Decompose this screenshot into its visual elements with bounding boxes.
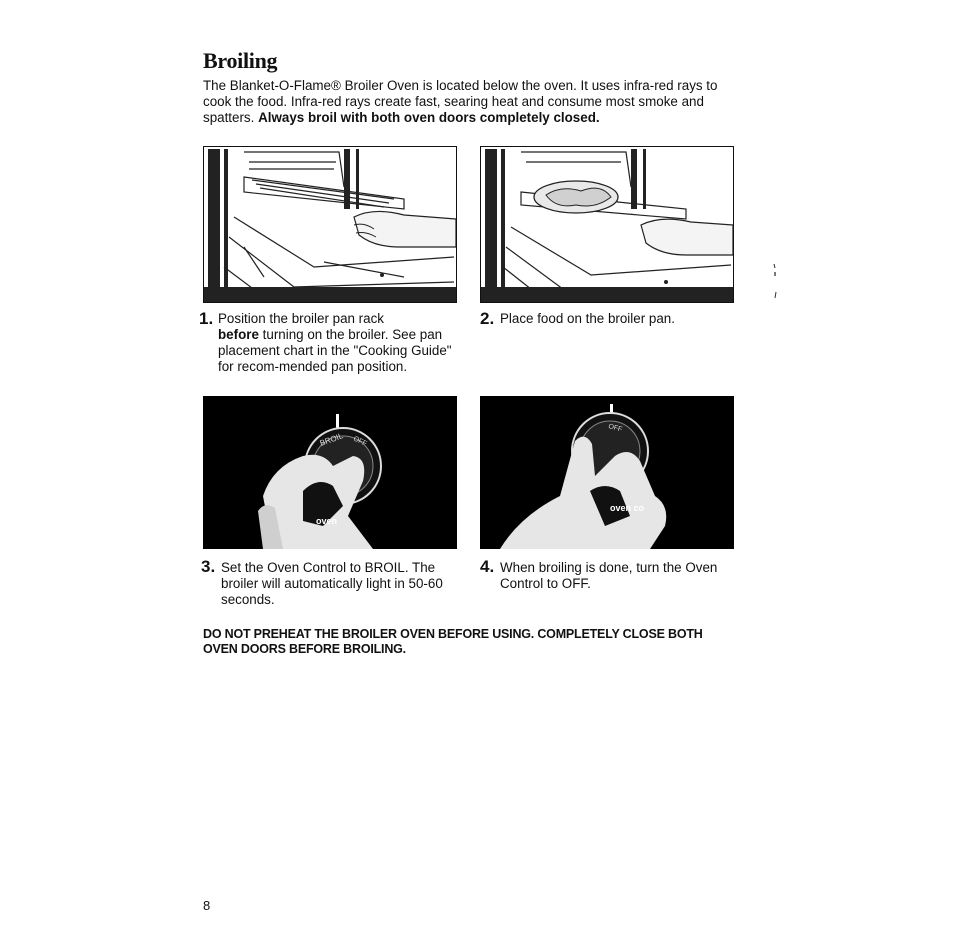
step-1-text-before: Position the broiler pan rack bbox=[218, 311, 384, 326]
step-2-number: 2. bbox=[480, 309, 495, 328]
broiling-warning: DO NOT PREHEAT THE BROILER OVEN BEFORE USING. COMPLETELY CLOSE BOTH OVEN DOORS BEFORE BROILING. bbox=[203, 627, 703, 656]
step-3-text: Set the Oven Control to BROIL. The broiler will automatically light in 50-60 seconds. bbox=[221, 560, 443, 607]
step-2-text: Place food on the broiler pan. bbox=[500, 311, 675, 326]
page-number: 8 bbox=[203, 898, 211, 913]
page-title: Broiling bbox=[203, 48, 278, 73]
step-4-number: 4. bbox=[480, 557, 495, 576]
intro-paragraph bbox=[203, 78, 723, 126]
step-1-text bbox=[218, 311, 458, 375]
figure-turn-off bbox=[480, 396, 734, 549]
figure-place-food bbox=[480, 146, 734, 303]
knob-label-broil: BROIL bbox=[318, 431, 345, 448]
margin-marks bbox=[772, 262, 780, 302]
broiler-rack-illustration bbox=[204, 147, 456, 302]
food-on-pan-illustration bbox=[481, 147, 733, 302]
knob-label-off: OFF bbox=[352, 435, 368, 448]
oven-control-off-photo bbox=[480, 396, 734, 549]
figure-set-broil bbox=[203, 396, 457, 549]
knob-label-off: OFF bbox=[607, 423, 623, 434]
intro-text: The Blanket-O-Flame® Broiler Oven is located below the oven. It uses infra-red rays to cook the food. Infra-red rays create fast, searing heat and consume most smoke and spatters. bbox=[203, 78, 718, 125]
knob-label-oven-control: oven co bbox=[610, 503, 645, 513]
figure-position-rack bbox=[203, 146, 457, 303]
step-3-number: 3. bbox=[201, 557, 216, 576]
step-1-bold: before bbox=[218, 327, 259, 342]
step-1-text-after: turning on the broiler. See pan placement chart in the "Cooking Guide" for recom-mended pan position. bbox=[218, 327, 452, 374]
step-1-number: 1. bbox=[199, 309, 214, 328]
knob-label-oven: oven bbox=[316, 516, 338, 526]
oven-control-broil-photo bbox=[203, 396, 457, 549]
step-4-text: When broiling is done, turn the Oven Control to OFF. bbox=[500, 560, 718, 591]
intro-bold-warning: Always broil with both oven doors completely closed. bbox=[258, 110, 600, 125]
